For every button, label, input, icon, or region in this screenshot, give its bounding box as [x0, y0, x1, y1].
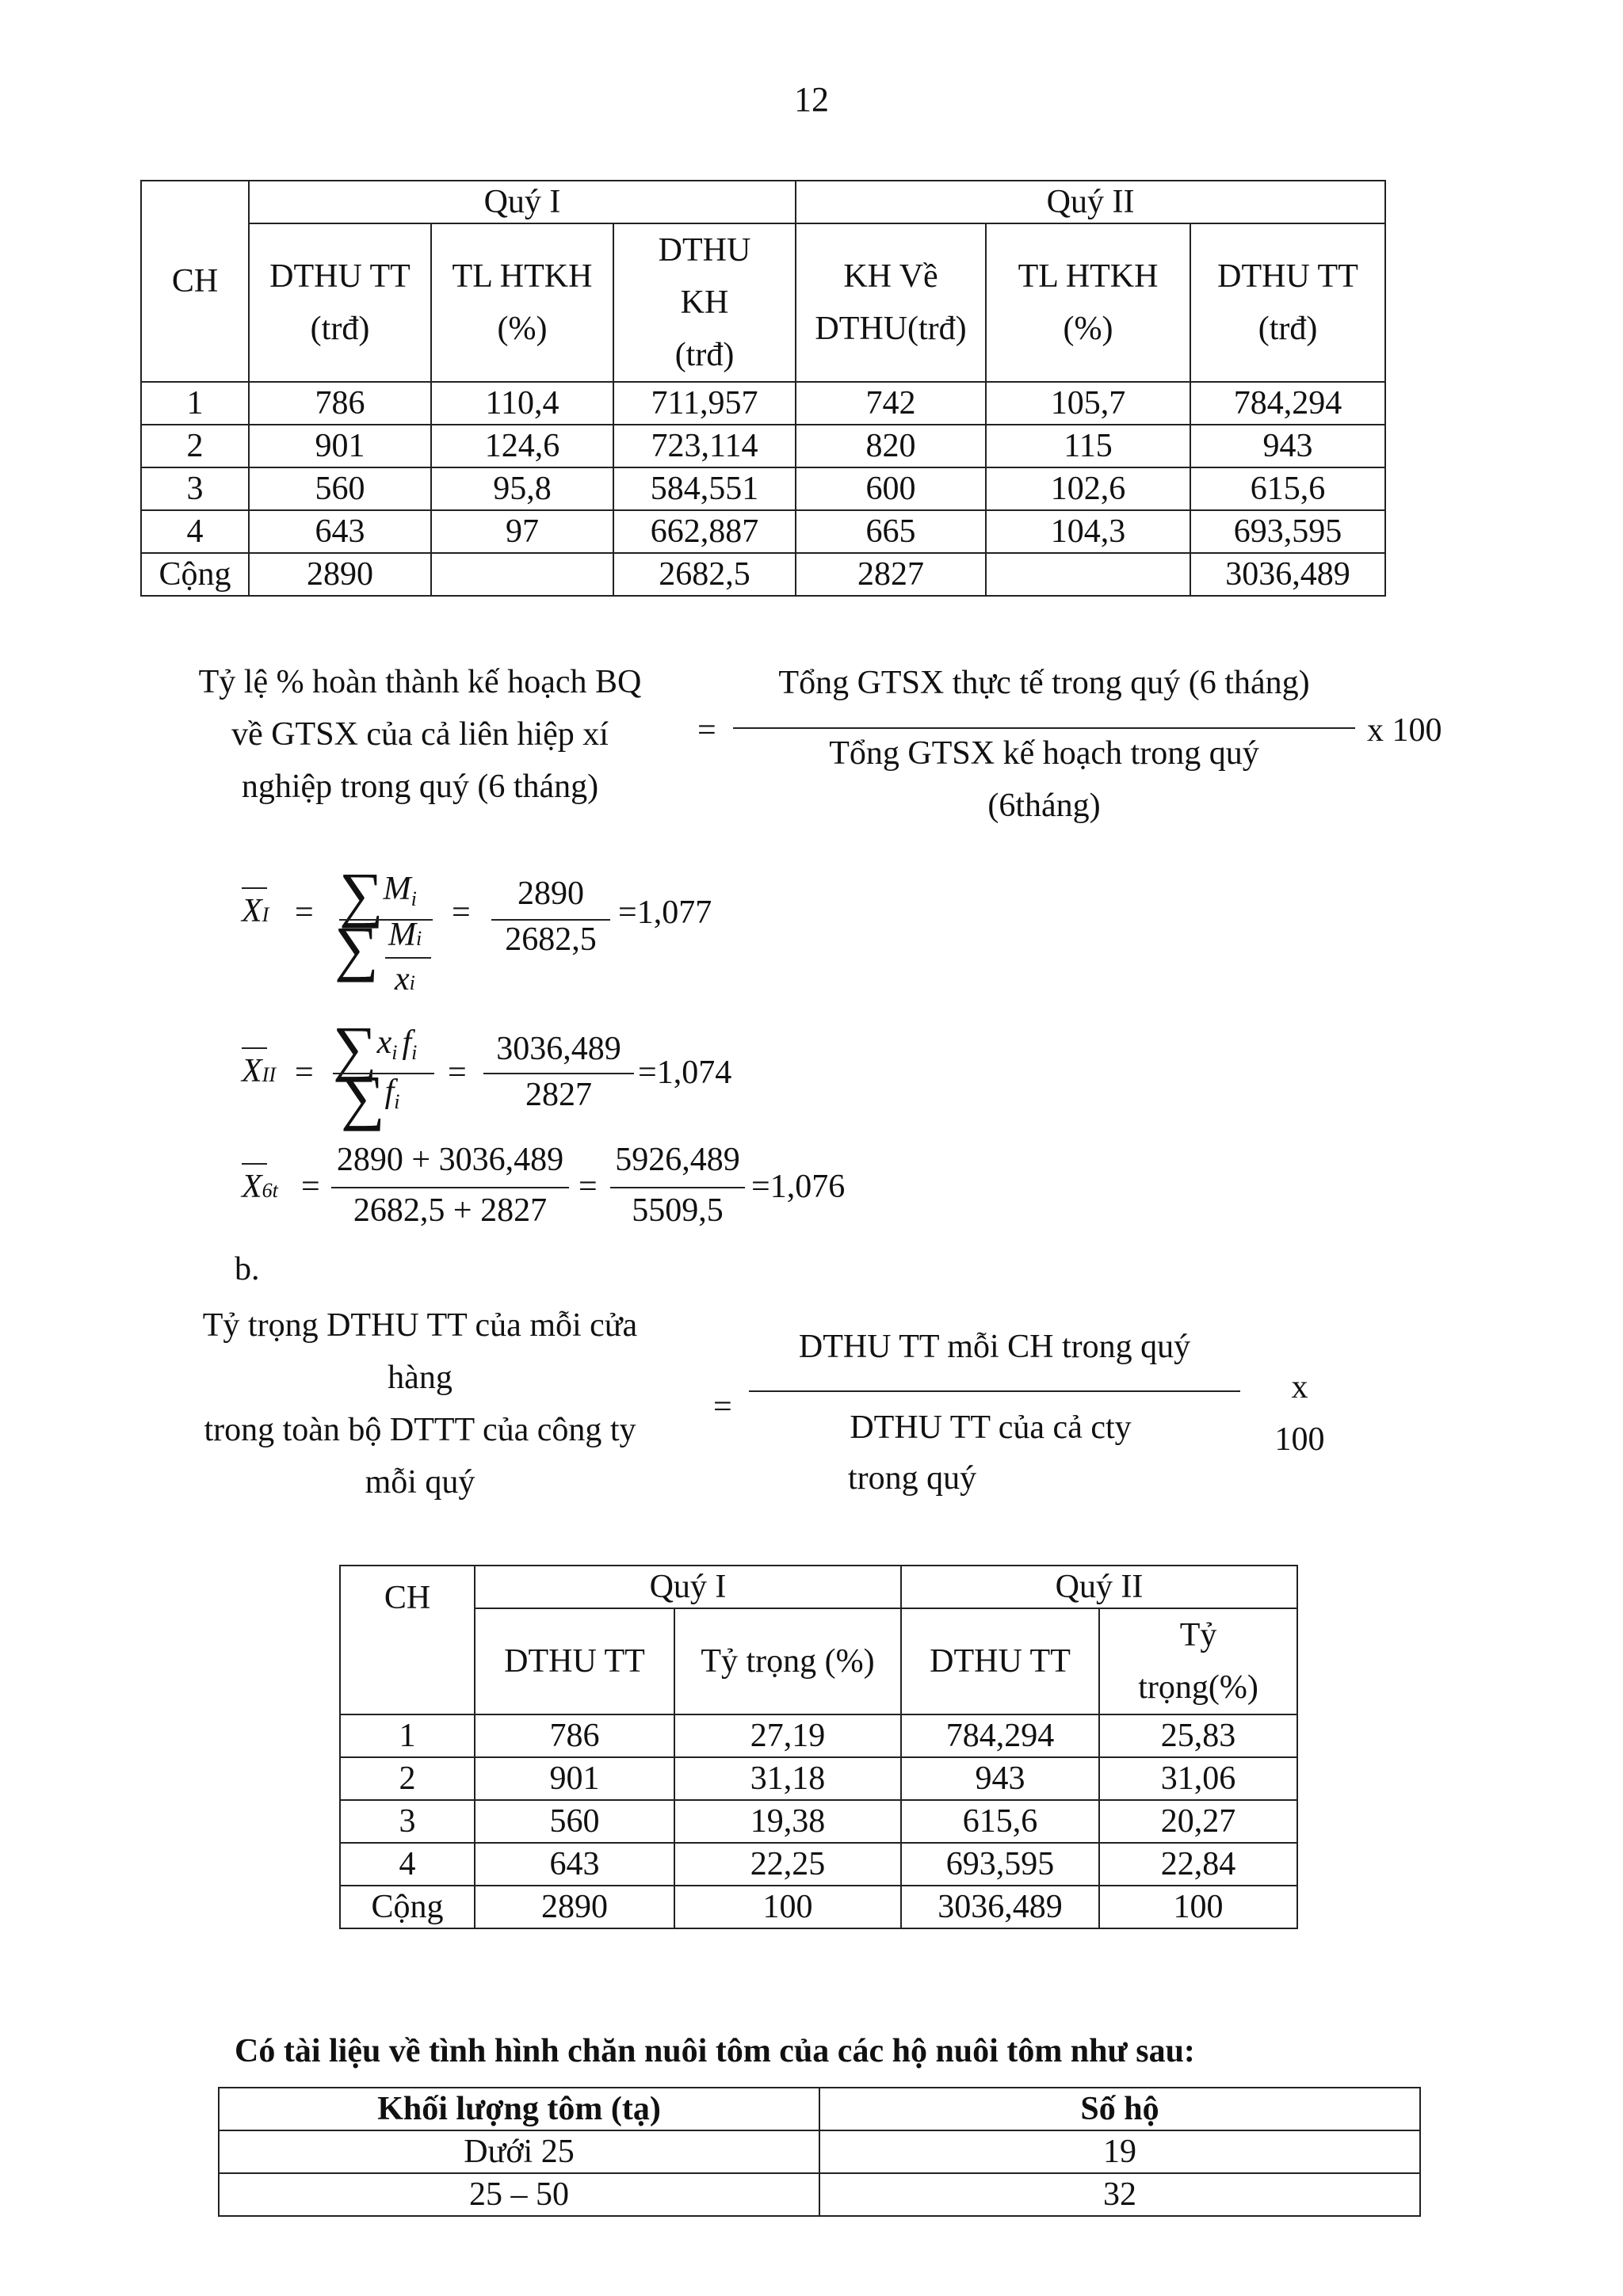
x1-bar-variable: XI — [242, 892, 269, 930]
table-cell: 786 — [249, 382, 431, 425]
table-cell: 693,595 — [1190, 510, 1385, 553]
x1-inner-den: xi — [395, 961, 415, 997]
table-row — [340, 1757, 1297, 1800]
table-cell: 786 — [475, 1714, 674, 1757]
x1-result: =1,077 — [618, 894, 712, 931]
x6-equals-1: = — [301, 1169, 320, 1205]
table-cell: 102,6 — [986, 467, 1190, 510]
table-cell: 124,6 — [431, 425, 613, 467]
col-header-tl-htkh-q2: TL HTKH (%) — [986, 223, 1190, 382]
table-cell: 27,19 — [674, 1714, 901, 1757]
table-cell — [986, 553, 1190, 596]
formula2-fraction-line — [749, 1390, 1240, 1392]
col-header-household-count: Số hộ — [819, 2088, 1420, 2130]
shrimp-intro-text: Có tài liệu về tình hình chăn nuôi tôm của các hộ nuôi tôm như sau: — [235, 2033, 1195, 2069]
shrimp-table-body — [219, 2130, 1420, 2216]
proportion-table-body — [340, 1714, 1297, 1928]
table-cell: 19 — [819, 2130, 1420, 2173]
table-cell: 4 — [340, 1843, 475, 1886]
table-cell: 643 — [475, 1843, 674, 1886]
table-cell: 784,294 — [901, 1714, 1099, 1757]
table-cell: 104,3 — [986, 510, 1190, 553]
table-cell: 643 — [249, 510, 431, 553]
table-cell: 615,6 — [1190, 467, 1385, 510]
table-cell: 95,8 — [431, 467, 613, 510]
table-cell: 560 — [249, 467, 431, 510]
table-cell: 560 — [475, 1800, 674, 1843]
col-header-ty-trong-q2: Tỷ trọng(%) — [1099, 1608, 1297, 1714]
x6-equals-2: = — [579, 1169, 598, 1205]
table-cell: 2827 — [796, 553, 986, 596]
col-header-dthu-tt-q2: DTHU TT (trđ) — [1190, 223, 1385, 382]
formula1-equals: = — [697, 712, 716, 749]
table-cell: 820 — [796, 425, 986, 467]
table-cell: 615,6 — [901, 1800, 1099, 1843]
table-row — [340, 1843, 1297, 1886]
revenue-table — [140, 180, 1386, 597]
shrimp-table — [218, 2087, 1421, 2217]
revenue-table-body — [141, 382, 1385, 596]
formula2-equals: = — [713, 1389, 732, 1425]
formula2-denominator: DTHU TT của cả cty trong quý — [848, 1409, 1132, 1497]
proportion-label: Tỷ trọng DTHU TT của mỗi cửa hàng trong toàn bộ DTTT của công ty mỗi quý — [202, 1307, 638, 1501]
x6-frac-line-2 — [610, 1187, 745, 1188]
x2-den-value: 2827 — [525, 1077, 592, 1113]
table-cell: 25 – 50 — [219, 2173, 819, 2216]
table-cell: Dưới 25 — [219, 2130, 819, 2173]
formula1-multiplier: x 100 — [1367, 712, 1442, 749]
table-cell: 584,551 — [613, 467, 796, 510]
table-cell: 115 — [986, 425, 1190, 467]
equation-x2 — [238, 1013, 792, 1141]
x2-equals-2: = — [448, 1055, 467, 1091]
x6-frac-line-1 — [331, 1187, 569, 1188]
table-row — [141, 553, 1385, 596]
table-cell: 22,84 — [1099, 1843, 1297, 1886]
col-header-ty-trong-q1: Tỷ trọng (%) — [674, 1608, 901, 1714]
quarter-1-header: Quý I — [475, 1566, 901, 1608]
table-cell: 2 — [340, 1757, 475, 1800]
table-cell: 110,4 — [431, 382, 613, 425]
table-row — [141, 510, 1385, 553]
page-number: 12 — [794, 80, 829, 119]
table-row — [219, 2173, 1420, 2216]
table-row — [340, 1800, 1297, 1843]
x6-bar-variable: X6t — [242, 1168, 278, 1206]
col-header-dthu-kh-q1: DTHU KH (trđ) — [613, 223, 796, 382]
x1-num-value: 2890 — [517, 875, 584, 912]
table-cell: 3 — [141, 467, 249, 510]
x2-frac-line-2 — [483, 1073, 634, 1074]
table-cell: 943 — [901, 1757, 1099, 1800]
table-row — [141, 425, 1385, 467]
col-header-tl-htkh-q1: TL HTKH (%) — [431, 223, 613, 382]
table-cell: 19,38 — [674, 1800, 901, 1843]
x1-inner-fraction: Mi — [388, 917, 422, 953]
x1-frac-line-inner — [385, 957, 431, 959]
table-row — [219, 2130, 1420, 2173]
x2-result: =1,074 — [638, 1055, 732, 1091]
table-cell: Cộng — [141, 553, 249, 596]
formula2-numerator: DTHU TT mỗi CH trong quý — [798, 1329, 1191, 1365]
table-cell: 1 — [141, 382, 249, 425]
x2-num-value: 3036,489 — [496, 1031, 621, 1067]
x1-equals-1: = — [295, 894, 314, 931]
table-cell: 2890 — [475, 1886, 674, 1928]
x2-equals-1: = — [295, 1055, 314, 1091]
section-b-label: b. — [235, 1251, 260, 1287]
x1-equals-2: = — [452, 894, 471, 931]
x6-result: =1,076 — [751, 1169, 846, 1205]
table-row — [141, 467, 1385, 510]
table-cell: 784,294 — [1190, 382, 1385, 425]
col-header-dthu-tt-q1: DTHU TT — [475, 1608, 674, 1714]
table-cell: 742 — [796, 382, 986, 425]
col-header-dthu-tt-q2: DTHU TT — [901, 1608, 1099, 1714]
x1-sum-denominator: ∑ — [334, 913, 379, 982]
x2-sum-numerator: $\sum x^i$ $f^i$ — [333, 1013, 418, 1082]
table-cell: 943 — [1190, 425, 1385, 467]
completion-rate-label: Tỷ lệ % hoàn thành kế hoạch BQ về GTSX của cả liên hiệp xí nghiệp trong quý (6 tháng) — [198, 664, 642, 805]
formula1-numerator: Tổng GTSX thực tế trong quý (6 tháng) — [778, 665, 1310, 701]
table-cell: 901 — [249, 425, 431, 467]
x1-den-value: 2682,5 — [505, 921, 597, 958]
table-cell: 665 — [796, 510, 986, 553]
x6-num-value: 5926,489 — [615, 1142, 740, 1178]
table-cell: 22,25 — [674, 1843, 901, 1886]
equation-x1 — [238, 860, 792, 1014]
table-cell: 693,595 — [901, 1843, 1099, 1886]
equation-x6 — [238, 1141, 951, 1244]
x1-sum-numerator: $\sum M^i$ — [339, 860, 417, 929]
table-cell: 100 — [1099, 1886, 1297, 1928]
table-cell: 2682,5 — [613, 553, 796, 596]
table-cell: 711,957 — [613, 382, 796, 425]
x6-den-value: 5509,5 — [632, 1192, 724, 1229]
col-header-shrimp-weight: Khối lượng tôm (tạ) — [219, 2088, 819, 2130]
table-cell: 3 — [340, 1800, 475, 1843]
quarter-2-header: Quý II — [901, 1566, 1297, 1608]
table-cell: 901 — [475, 1757, 674, 1800]
table-cell: 662,887 — [613, 510, 796, 553]
table-row — [141, 382, 1385, 425]
x2-sum-denominator: $\sum f^i$ — [341, 1062, 400, 1131]
x2-bar-variable: XII — [242, 1052, 276, 1090]
formula1-denominator: Tổng GTSX kế hoạch trong quý (6tháng) — [829, 735, 1259, 824]
table-cell: 723,114 — [613, 425, 796, 467]
formula2-multiplier: x 100 — [1274, 1369, 1325, 1458]
table-cell: 2890 — [249, 553, 431, 596]
x6-den-expr: 2682,5 + 2827 — [353, 1192, 548, 1229]
table-cell: 1 — [340, 1714, 475, 1757]
quarter-2-header: Quý II — [796, 181, 1385, 223]
table-cell: 3036,489 — [901, 1886, 1099, 1928]
table-cell: Cộng — [340, 1886, 475, 1928]
col-header-kh-dthu-q2: KH Về DTHU(trđ) — [796, 223, 986, 382]
table-cell: 31,06 — [1099, 1757, 1297, 1800]
table-cell: 2 — [141, 425, 249, 467]
table-cell: 31,18 — [674, 1757, 901, 1800]
x6-num-expr: 2890 + 3036,489 — [336, 1142, 564, 1178]
table-cell — [431, 553, 613, 596]
ch-header: CH — [141, 181, 249, 382]
table-cell: 100 — [674, 1886, 901, 1928]
table-row — [340, 1714, 1297, 1757]
quarter-1-header: Quý I — [249, 181, 796, 223]
table-cell: 97 — [431, 510, 613, 553]
proportion-table — [339, 1565, 1298, 1929]
ch-header: CH — [340, 1566, 475, 1714]
table-cell: 25,83 — [1099, 1714, 1297, 1757]
table-row — [340, 1886, 1297, 1928]
table-cell: 105,7 — [986, 382, 1190, 425]
table-cell: 600 — [796, 467, 986, 510]
table-cell: 20,27 — [1099, 1800, 1297, 1843]
table-cell: 4 — [141, 510, 249, 553]
table-cell: 32 — [819, 2173, 1420, 2216]
table-cell: 3036,489 — [1190, 553, 1385, 596]
col-header-dthu-tt-q1: DTHU TT (trđ) — [249, 223, 431, 382]
